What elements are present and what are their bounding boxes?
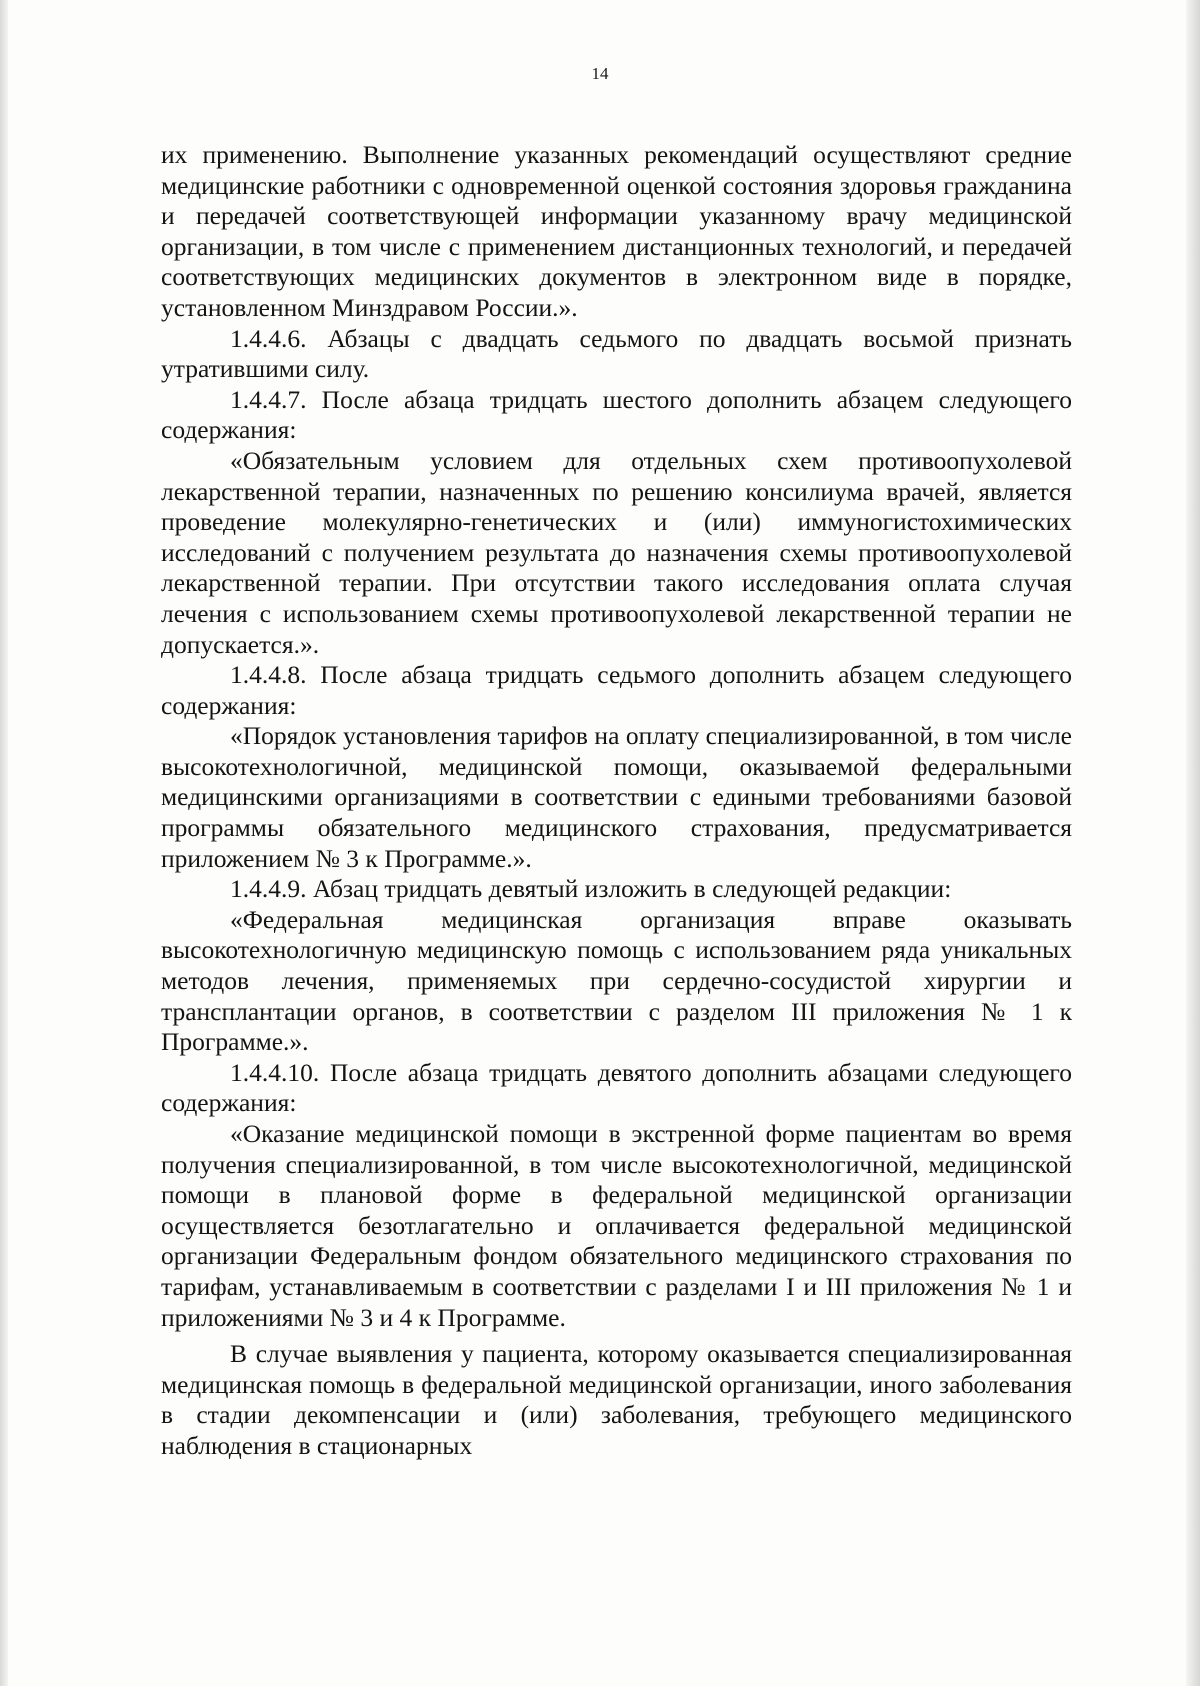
scan-edge-right [1186,0,1200,1686]
paragraph-quote-emergency-care: «Оказание медицинской помощи в экстренной форме пациентам во время получения специализированной, в том числе высокотехнологичной, медицинской помощи в плановой форме в федеральной медицинской организации осуществляется безотлагательно и оплачивается федеральной медицинской организации Федеральным фондом обязательного медицинского страхования по тарифам, устанавливаемым в соответствии с разделами I и III приложения № 1 и приложениями № 3 и 4 к Программе. [161,1119,1072,1332]
paragraph-1-4-4-9: 1.4.4.9. Абзац тридцать девятый изложить в следующей редакции: [230,874,952,904]
paragraph-1-4-4-6: 1.4.4.6. Абзацы с двадцать седьмого по двадцать восьмой признать утратившими силу. [161,323,1072,384]
paragraph-quote-tariffs: «Порядок установления тарифов на оплату специализированной, в том числе высокотехнологичной, медицинской помощи, оказываемой федеральными медицинскими организациями в соответствии с едиными требованиями базовой программы обязательного медицинского страхования, предусматривается приложением № 3 к Программе.». [161,721,1072,873]
paragraph-1-4-4-7: 1.4.4.7. После абзаца тридцать шестого дополнить абзацем следующего содержания: [161,384,1072,445]
paragraph-continuation: их применению. Выполнение указанных рекомендаций осуществляют средние медицинские работники с одновременной оценкой состояния здоровья гражданина и передачей соответствующей информации указанному врачу медицинской организации, в том числе с применением дистанционных технологий, и передачей соответствующих медицинских документов в электронном виде в порядке, установленном Минздравом России.». [161,140,1072,322]
paragraph-quote-oncology: «Обязательным условием для отдельных схем противоопухолевой лекарственной терапии, назначенных по решению консилиума врачей, является проведение молекулярно-генетических и (или) иммуногистохимических исследований с получением результата до назначения схемы противоопухолевой лекарственной терапии. При отсутствии такого исследования оплата случая лечения с использованием схемы противоопухолевой лекарственной терапии не допускается.». [161,445,1072,659]
document-body [161,140,1072,1462]
paragraph-1-4-4-8: 1.4.4.8. После абзаца тридцать седьмого дополнить абзацем следующего содержания: [161,660,1072,720]
scan-edge-left [0,0,8,1686]
page-number: 14 [591,64,609,83]
paragraph-1-4-4-10: 1.4.4.10. После абзаца тридцать девятого дополнить абзацами следующего содержания: [161,1057,1072,1118]
paragraph-decompensation: В случае выявления у пациента, которому оказывается специализированная медицинская помощь в федеральной медицинской организации, иного заболевания в стадии декомпенсации и (или) заболевания, требующего медицинского наблюдения в стационарных [161,1339,1072,1460]
paragraph-quote-federal-organization: «Федеральная медицинская организация вправе оказывать высокотехнологичную медицинскую помощь с использованием ряда уникальных методов лечения, применяемых при сердечно-сосудистой хирургии и трансплантации органов, в соответствии с разделом III приложения № 1 к Программе.». [161,904,1072,1057]
